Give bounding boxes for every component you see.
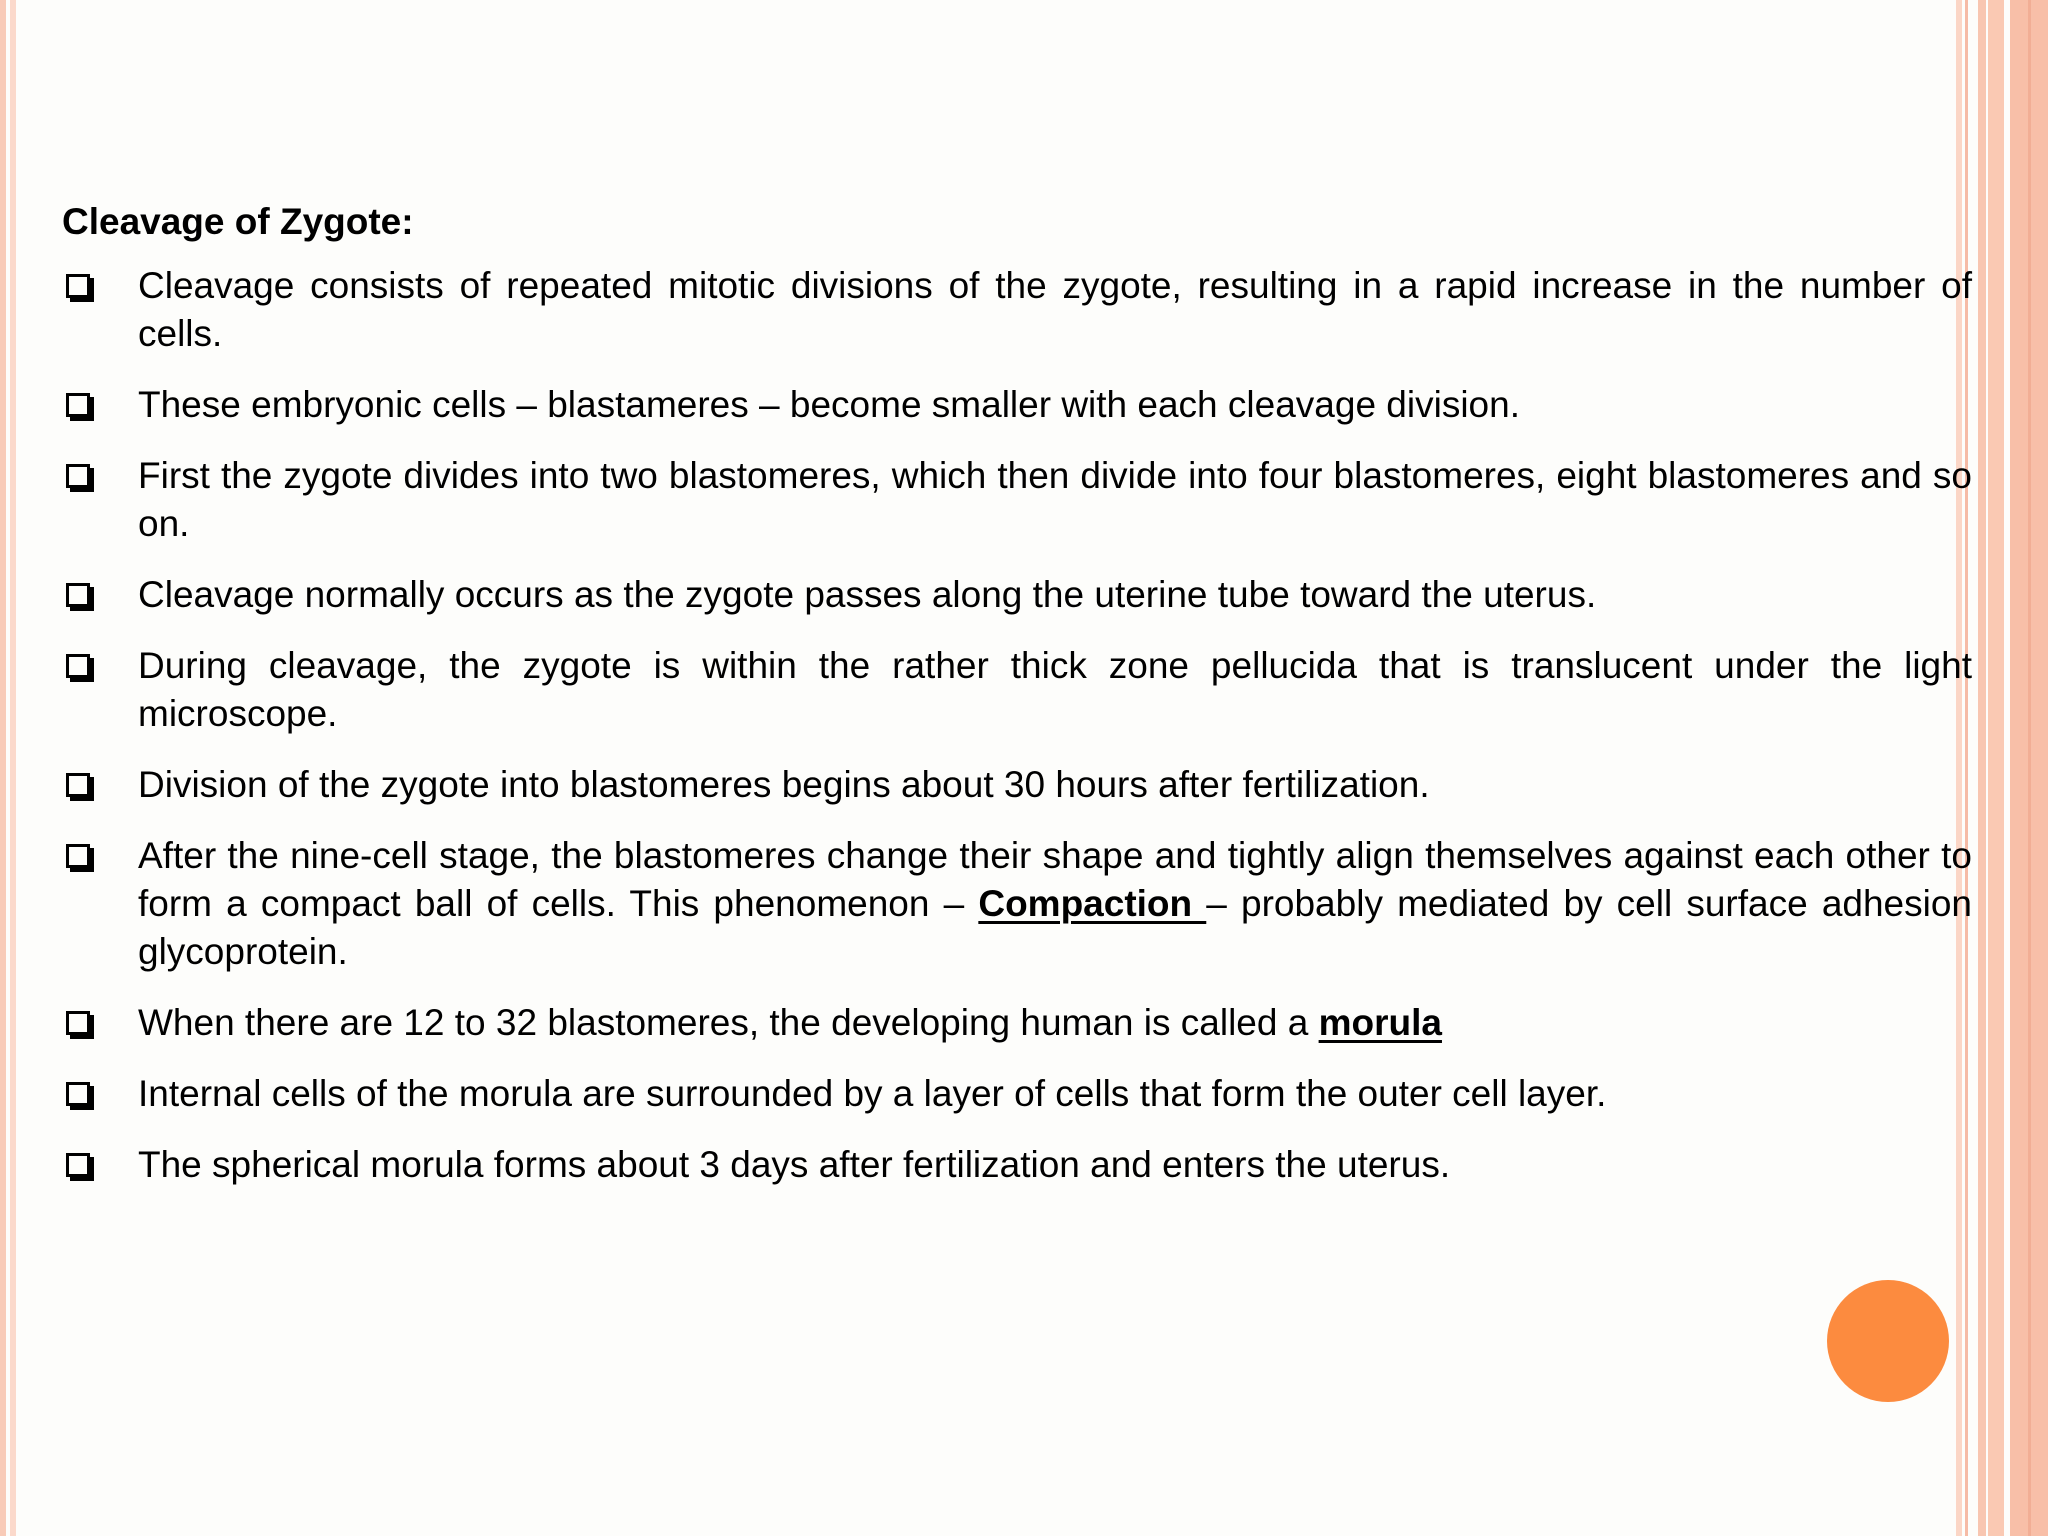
square-checkbox-icon [66, 393, 90, 417]
bullet-text: First the zygote divides into two blastomeres, which then divide into four blastomeres, eight blastomeres and so on. [138, 455, 1972, 544]
bullet-text: Division of the zygote into blastomeres begins about 30 hours after fertilization. [138, 764, 1430, 805]
square-checkbox-icon [66, 1011, 90, 1035]
square-checkbox-icon [66, 583, 90, 607]
left-border-strip [0, 0, 6, 1536]
bullet-text: Cleavage normally occurs as the zygote passes along the uterine tube toward the uterus. [138, 574, 1597, 615]
square-checkbox-icon [66, 464, 90, 488]
square-checkbox-icon [66, 1082, 90, 1106]
right-border-strip [1978, 0, 1986, 1536]
right-border-strip [2028, 0, 2031, 1536]
bullet-text: Cleavage consists of repeated mitotic divisions of the zygote, resulting in a rapid increase in the number of cells. [138, 265, 1972, 354]
orange-circle-decoration [1827, 1280, 1949, 1402]
bullet-item [62, 999, 1972, 1047]
bullet-item [62, 1070, 1972, 1118]
bullet-list [62, 262, 1972, 1189]
bullet-item [62, 642, 1972, 738]
bullet-item [62, 452, 1972, 548]
bullet-item [62, 381, 1972, 429]
bullet-item [62, 832, 1972, 976]
bullet-item [62, 1141, 1972, 1189]
bullet-text: Internal cells of the morula are surrounded by a layer of cells that form the outer cell layer. [138, 1073, 1607, 1114]
slide-content [62, 196, 1972, 1212]
bullet-text [138, 832, 1972, 976]
slide-heading: Cleavage of Zygote: [62, 201, 414, 242]
bullet-text: During cleavage, the zygote is within the rather thick zone pellucida that is translucent under the light microscope. [138, 645, 1972, 734]
right-border-strip [1988, 0, 2004, 1536]
bullet-text: These embryonic cells – blastameres – become smaller with each cleavage division. [138, 384, 1520, 425]
morula-term: morula [1318, 1002, 1442, 1043]
square-checkbox-icon [66, 1153, 90, 1177]
bullet-text-part: – probably mediated by cell surface adhesion glycoprotein. [138, 883, 1973, 972]
square-checkbox-icon [66, 274, 90, 298]
compaction-term: Compaction [978, 883, 1207, 924]
square-checkbox-icon [66, 844, 90, 868]
bullet-text: The spherical morula forms about 3 days after fertilization and enters the uterus. [138, 1144, 1451, 1185]
bullet-item [62, 262, 1972, 358]
bullet-text-part: After the nine-cell stage, the blastomeres change their shape and tightly align themselves against each other to form a compact ball of cells. This phenomenon – [138, 835, 1972, 924]
square-checkbox-icon [66, 654, 90, 678]
bullet-item [62, 761, 1972, 809]
bullet-text-part: When there are 12 to 32 blastomeres, the developing human is called a [138, 1002, 1319, 1043]
bullet-text [138, 999, 1972, 1047]
bullet-item [62, 571, 1972, 619]
square-checkbox-icon [66, 773, 90, 797]
left-border-strip [10, 0, 16, 1536]
